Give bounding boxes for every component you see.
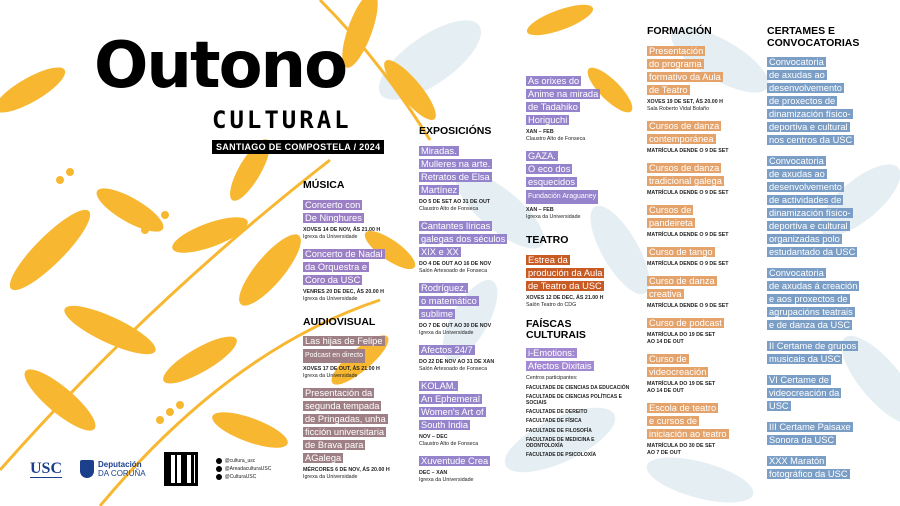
- event-item[interactable]: [647, 119, 757, 155]
- event-title: Escola de teatro e cursos de iniciación ao teatro: [649, 402, 727, 439]
- section-heading-certames: CERTAMES E CONVOCATORIAS: [767, 25, 860, 49]
- event-item[interactable]: [647, 401, 757, 457]
- section-heading-formacion: FORMACIÓN: [647, 25, 712, 37]
- event-item[interactable]: [647, 44, 757, 113]
- event-place: Igrexa da Universidade: [526, 214, 581, 220]
- centre-item: FACULTADE DE DEREITO: [526, 409, 588, 416]
- event-date: XOVES 17 DE OUT, ÁS 21.00 H: [303, 366, 380, 373]
- event-date: DO 22 DE NOV AO 31 DE XAN: [419, 358, 495, 365]
- x-icon: [216, 474, 222, 480]
- event-place: Igrexa da Universidade: [303, 233, 358, 240]
- event-place: Salón Artesoado de Fonseca: [419, 365, 488, 372]
- centre-item: FACULTADE DE CIENCIAS POLÍTICAS E SOCIAIS: [526, 393, 622, 407]
- deputacion-name: Deputación: [98, 460, 142, 469]
- centre-item: FACULTADE DE FILOSOFÍA: [526, 427, 592, 434]
- event-item[interactable]: [303, 247, 411, 303]
- event-item[interactable]: [526, 346, 632, 459]
- section-heading-exposicions: EXPOSICIÓNS: [419, 125, 492, 137]
- event-date: MATRÍCULA DENDE O 9 DE SET: [647, 147, 729, 154]
- event-subtitle: Podcast en directo: [303, 349, 365, 363]
- qr-code-icon[interactable]: [164, 452, 198, 486]
- event-date: XAN – FEB: [526, 129, 554, 135]
- event-title: As orixes do Anime na mirada de Tadahiko Horiguchi: [528, 76, 599, 125]
- event-date: DO 7 DE OUT AO 30 DE NOV: [419, 322, 492, 329]
- facebook-icon: [216, 466, 222, 472]
- centres-label: Centros participantes:: [526, 374, 578, 381]
- event-title: KOLAM. An Ephemeral Women's Art of South India: [421, 380, 484, 430]
- section-heading-teatro: TEATRO: [526, 234, 569, 246]
- certame-title: III Certame Paisaxe Sonora da USC: [769, 422, 851, 446]
- certame-title: II Certame de grupos musicais da USC: [769, 341, 857, 365]
- social-links: [216, 457, 272, 481]
- event-date: MATRÍCULA DENDE O 9 DE SET: [647, 302, 729, 309]
- event-date: DO 4 DE OUT AO 16 DE NOV: [419, 260, 492, 267]
- event-place: Igrexa da Universidade: [303, 373, 358, 380]
- social-link[interactable]: @cultura_usc: [216, 457, 272, 465]
- social-link[interactable]: @AreadaculturaUSC: [216, 465, 272, 473]
- event-date-end: AO 14 DE OUT: [647, 338, 684, 345]
- usc-logo[interactable]: USC: [30, 459, 63, 477]
- event-place: Igrexa da Universidade: [303, 474, 358, 481]
- certame-item[interactable]: [767, 339, 879, 365]
- event-place: Igrexa da Universidade: [419, 476, 474, 483]
- event-item[interactable]: [526, 149, 632, 221]
- event-item[interactable]: [419, 219, 521, 275]
- event-item[interactable]: [647, 274, 757, 310]
- event-date: VENRES 20 DE DEC, ÁS 20.00 H: [303, 288, 384, 295]
- event-place: Claustro Alto de Fonseca: [419, 440, 479, 447]
- event-date: XAN – FEB: [526, 207, 554, 213]
- event-place: Igrexa da Universidade: [303, 295, 358, 302]
- event-date-end: AO 7 DE OUT: [647, 449, 681, 456]
- event-place: Claustro Alto de Fonseca: [419, 205, 479, 212]
- event-item[interactable]: [419, 343, 521, 373]
- event-title: Estrea da produción da Aula de Teatro da USC: [528, 254, 603, 291]
- event-date: DEC – XAN: [419, 469, 448, 476]
- event-date: MATRÍCULA DENDE O 9 DE SET: [647, 260, 729, 267]
- certame-title: XXX Maratón fotográfico da USC: [769, 456, 848, 480]
- certame-title: Convocatoria de axudas ao desenvolvemento de proxectos de dinamización físico- deportiva e cultural nos centros da USC: [769, 57, 853, 146]
- event-place: Salón Artesoado de Fonseca: [419, 267, 488, 274]
- event-date: MATRÍCULA DENDE O 9 DE SET: [647, 231, 729, 238]
- certame-item[interactable]: [767, 420, 879, 446]
- event-date: XOVES 14 DE NOV, ÁS 21.00 H: [303, 226, 381, 233]
- column-certames: [767, 26, 879, 480]
- event-title: Las hijas de Felipe: [305, 336, 383, 347]
- event-item[interactable]: [647, 316, 757, 346]
- instagram-icon: [216, 458, 222, 464]
- logo-subtitle: CULTURAL: [212, 106, 352, 134]
- certame-item[interactable]: [767, 55, 879, 146]
- event-title: Presentación da segunda tempada de Pringadas, unha ficción universitaria de Brava para AGalega: [305, 388, 386, 464]
- event-place: Igrexa da Universidade: [419, 329, 474, 336]
- event-date: MATRÍCULA DO 30 DE SET: [647, 442, 716, 449]
- logo-title: Outono: [94, 29, 347, 103]
- shield-icon: [80, 460, 94, 478]
- certame-item[interactable]: [767, 266, 879, 331]
- event-item[interactable]: [647, 203, 757, 239]
- centre-item: FACULTADE DE MEDICINA E ODONTOLOXÍA: [526, 436, 595, 450]
- event-date: MATRÍCULA DO 19 DE SET: [647, 380, 716, 387]
- event-title: Cursos de danza contemporánea: [649, 120, 720, 144]
- event-title: Cursos de pandeireta: [649, 204, 693, 228]
- centre-item: FACULTADE DE FÍSICA: [526, 418, 582, 425]
- event-item[interactable]: [419, 144, 521, 213]
- event-item[interactable]: [303, 386, 411, 481]
- event-title: GAZA. O eco dos esquecidos: [528, 151, 576, 187]
- section-heading-musica: MÚSICA: [303, 179, 345, 191]
- event-date: XOVES 19 DE SET, ÁS 20.00 H: [647, 98, 723, 105]
- column-teatro-faiscas: [526, 70, 632, 458]
- event-place: Claustro Alto de Fonseca: [526, 136, 586, 142]
- event-date: MÉRCORES 6 DE NOV, ÁS 20.00 H: [303, 467, 390, 474]
- event-title: Miradas. Mulleres na arte. Retratos de Elsa Martínez: [421, 145, 491, 195]
- event-place: Sala Roberto Vidal Bolaño: [647, 105, 710, 112]
- column-exposicions: [419, 126, 521, 484]
- deputacion-logo[interactable]: [80, 460, 146, 478]
- certame-title: VI Certame de videocreación da USC: [769, 375, 840, 412]
- event-subtitle: Fundación Araguaney: [526, 190, 598, 204]
- event-item[interactable]: [419, 379, 521, 448]
- certame-item[interactable]: [767, 373, 879, 412]
- event-title: Curso de tango: [649, 246, 713, 257]
- certame-title: Convocatoria de axudas ao desenvolvemento de actividades de dinamización físico- deportiva e cultural organizadas polo estudantado da USC: [769, 156, 856, 258]
- event-title: Rodríguez, o matemático sublime: [421, 282, 477, 319]
- centre-item: FACULTADE DE CIENCIAS DA EDUCACIÓN: [526, 384, 630, 391]
- event-item[interactable]: [303, 198, 411, 241]
- event-title: Concerto de Nadal da Orquestra e Coro da USC: [305, 248, 383, 285]
- event-title: Presentación do programa formativo da Aula de Teatro: [649, 45, 721, 95]
- event-title: Curso de podcast: [649, 317, 722, 328]
- event-item[interactable]: [526, 74, 632, 143]
- section-heading-audiovisual: AUDIOVISUAL: [303, 315, 376, 328]
- event-item[interactable]: [526, 253, 632, 309]
- deputacion-subname: DA CORUÑA: [98, 469, 146, 478]
- event-date: MATRÍCULA DENDE O 9 DE SET: [647, 189, 729, 196]
- event-title: Xuventude Crea: [421, 455, 489, 466]
- social-link[interactable]: @CulturaUSC: [216, 473, 272, 481]
- event-title: Cursos de danza tradicional galega: [649, 162, 722, 186]
- column-musica-audiovisual: [303, 180, 411, 481]
- event-date: DO 5 DE SET AO 31 DE OUT: [419, 198, 491, 205]
- event-item[interactable]: [419, 454, 521, 484]
- event-date: XOVES 12 DE DEC, ÁS 21.00 H: [526, 294, 604, 301]
- event-item[interactable]: [647, 245, 757, 268]
- section-heading-faiscas: FAÍSCAS CULTURAIS: [526, 317, 586, 342]
- centre-item: FACULTADE DE PSICOLOXÍA: [526, 452, 597, 459]
- event-title: Concerto con De Ninghures: [305, 199, 362, 223]
- certame-title: Convocatoria de axudas á creación e aos proxectos de agrupacións teatrais e de danza da USC: [769, 268, 858, 331]
- certame-item[interactable]: [767, 454, 879, 480]
- event-item[interactable]: [647, 161, 757, 197]
- event-place: Salón Teatro do CDG: [526, 301, 577, 308]
- event-title: Cantantes líricas galegas dos séculos XIX e XX: [421, 220, 506, 257]
- logo-place: SANTIAGO DE COMPOSTELA / 2024: [212, 140, 384, 154]
- event-item[interactable]: [647, 352, 757, 395]
- event-date: MATRÍCULA DO 19 DE SET: [647, 331, 716, 338]
- event-title: Curso de danza creativa: [649, 275, 715, 299]
- event-date-end: AO 14 DE OUT: [647, 387, 684, 394]
- event-title: Curso de videocreación: [649, 353, 707, 377]
- event-item[interactable]: [303, 334, 411, 380]
- certame-item[interactable]: [767, 154, 879, 258]
- column-formacion: [647, 26, 757, 457]
- event-date: NOV – DEC: [419, 433, 448, 440]
- event-title: i-Emotions: Afectos Dixitais: [528, 347, 592, 371]
- event-item[interactable]: [419, 281, 521, 337]
- footer-logos: [30, 452, 271, 486]
- event-title: Afectos 24/7: [421, 344, 473, 355]
